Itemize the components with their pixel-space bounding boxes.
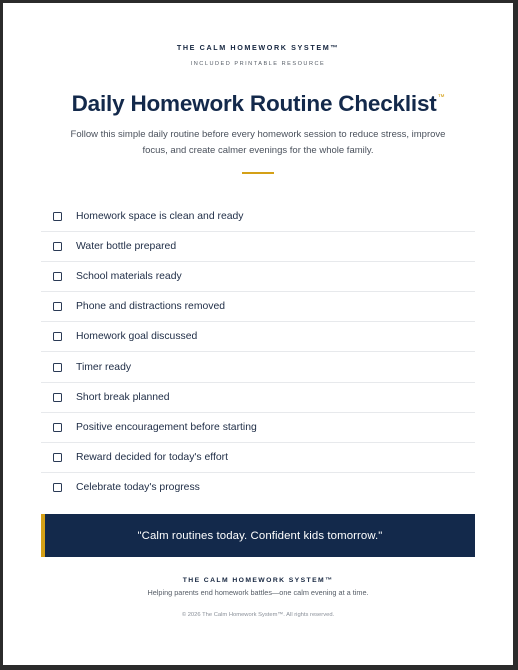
checkbox[interactable] [53,212,62,221]
checklist-item-label: Phone and distractions removed [76,301,226,313]
checklist-item-label: Celebrate today's progress [76,482,200,494]
checklist-item-label: Homework goal discussed [76,331,198,343]
quote-text: "Calm routines today. Confident kids tomorrow." [137,529,383,542]
checklist-item-label: Water bottle prepared [76,241,177,253]
routine-checklist [41,202,475,503]
checkbox[interactable] [53,363,62,372]
checklist-item[interactable] [41,352,475,382]
checklist-item[interactable] [41,232,475,262]
checklist-item[interactable] [41,413,475,443]
resource-subtitle: INCLUDED PRINTABLE RESOURCE [190,61,326,67]
checklist-item-label: Short break planned [76,391,170,403]
accent-divider [242,172,274,174]
trademark-mark: ™ [437,94,445,101]
checklist-item[interactable] [41,292,475,322]
checkbox[interactable] [53,272,62,281]
intro-paragraph: Follow this simple daily routine before every homework session to reduce stress, improve focus, and create calmer evenings for the whole family. [70,129,446,156]
checklist-item-label: Reward decided for today's effort [76,451,228,463]
page-title-text: Daily Homework Routine Checklist [71,91,437,116]
checklist-item[interactable] [41,262,475,292]
checklist-item[interactable] [41,322,475,352]
checkbox[interactable] [53,332,62,341]
checklist-item-label: School materials ready [76,271,182,283]
printable-page [3,3,513,665]
checkbox[interactable] [53,423,62,432]
checkbox[interactable] [53,453,62,462]
checklist-item-label: Positive encouragement before starting [76,421,257,433]
page-title [3,91,513,117]
brand-header: THE CALM HOMEWORK SYSTEM™ [176,43,340,52]
checklist-item[interactable] [41,202,475,232]
checkbox[interactable] [53,242,62,251]
footer-tagline: Helping parents end homework battles—one calm evening at a time. [147,588,369,597]
checkbox[interactable] [53,393,62,402]
footer-brand: THE CALM HOMEWORK SYSTEM™ [182,577,334,584]
checklist-item[interactable] [41,473,475,503]
checklist-item[interactable] [41,383,475,413]
quote-banner [41,514,475,557]
checklist-item[interactable] [41,443,475,473]
checkbox[interactable] [53,483,62,492]
checkbox[interactable] [53,302,62,311]
checklist-item-label: Homework space is clean and ready [76,211,244,223]
checklist-item-label: Timer ready [76,361,132,373]
footer-copyright: © 2026 The Calm Homework System™. All rights reserved. [181,612,335,618]
